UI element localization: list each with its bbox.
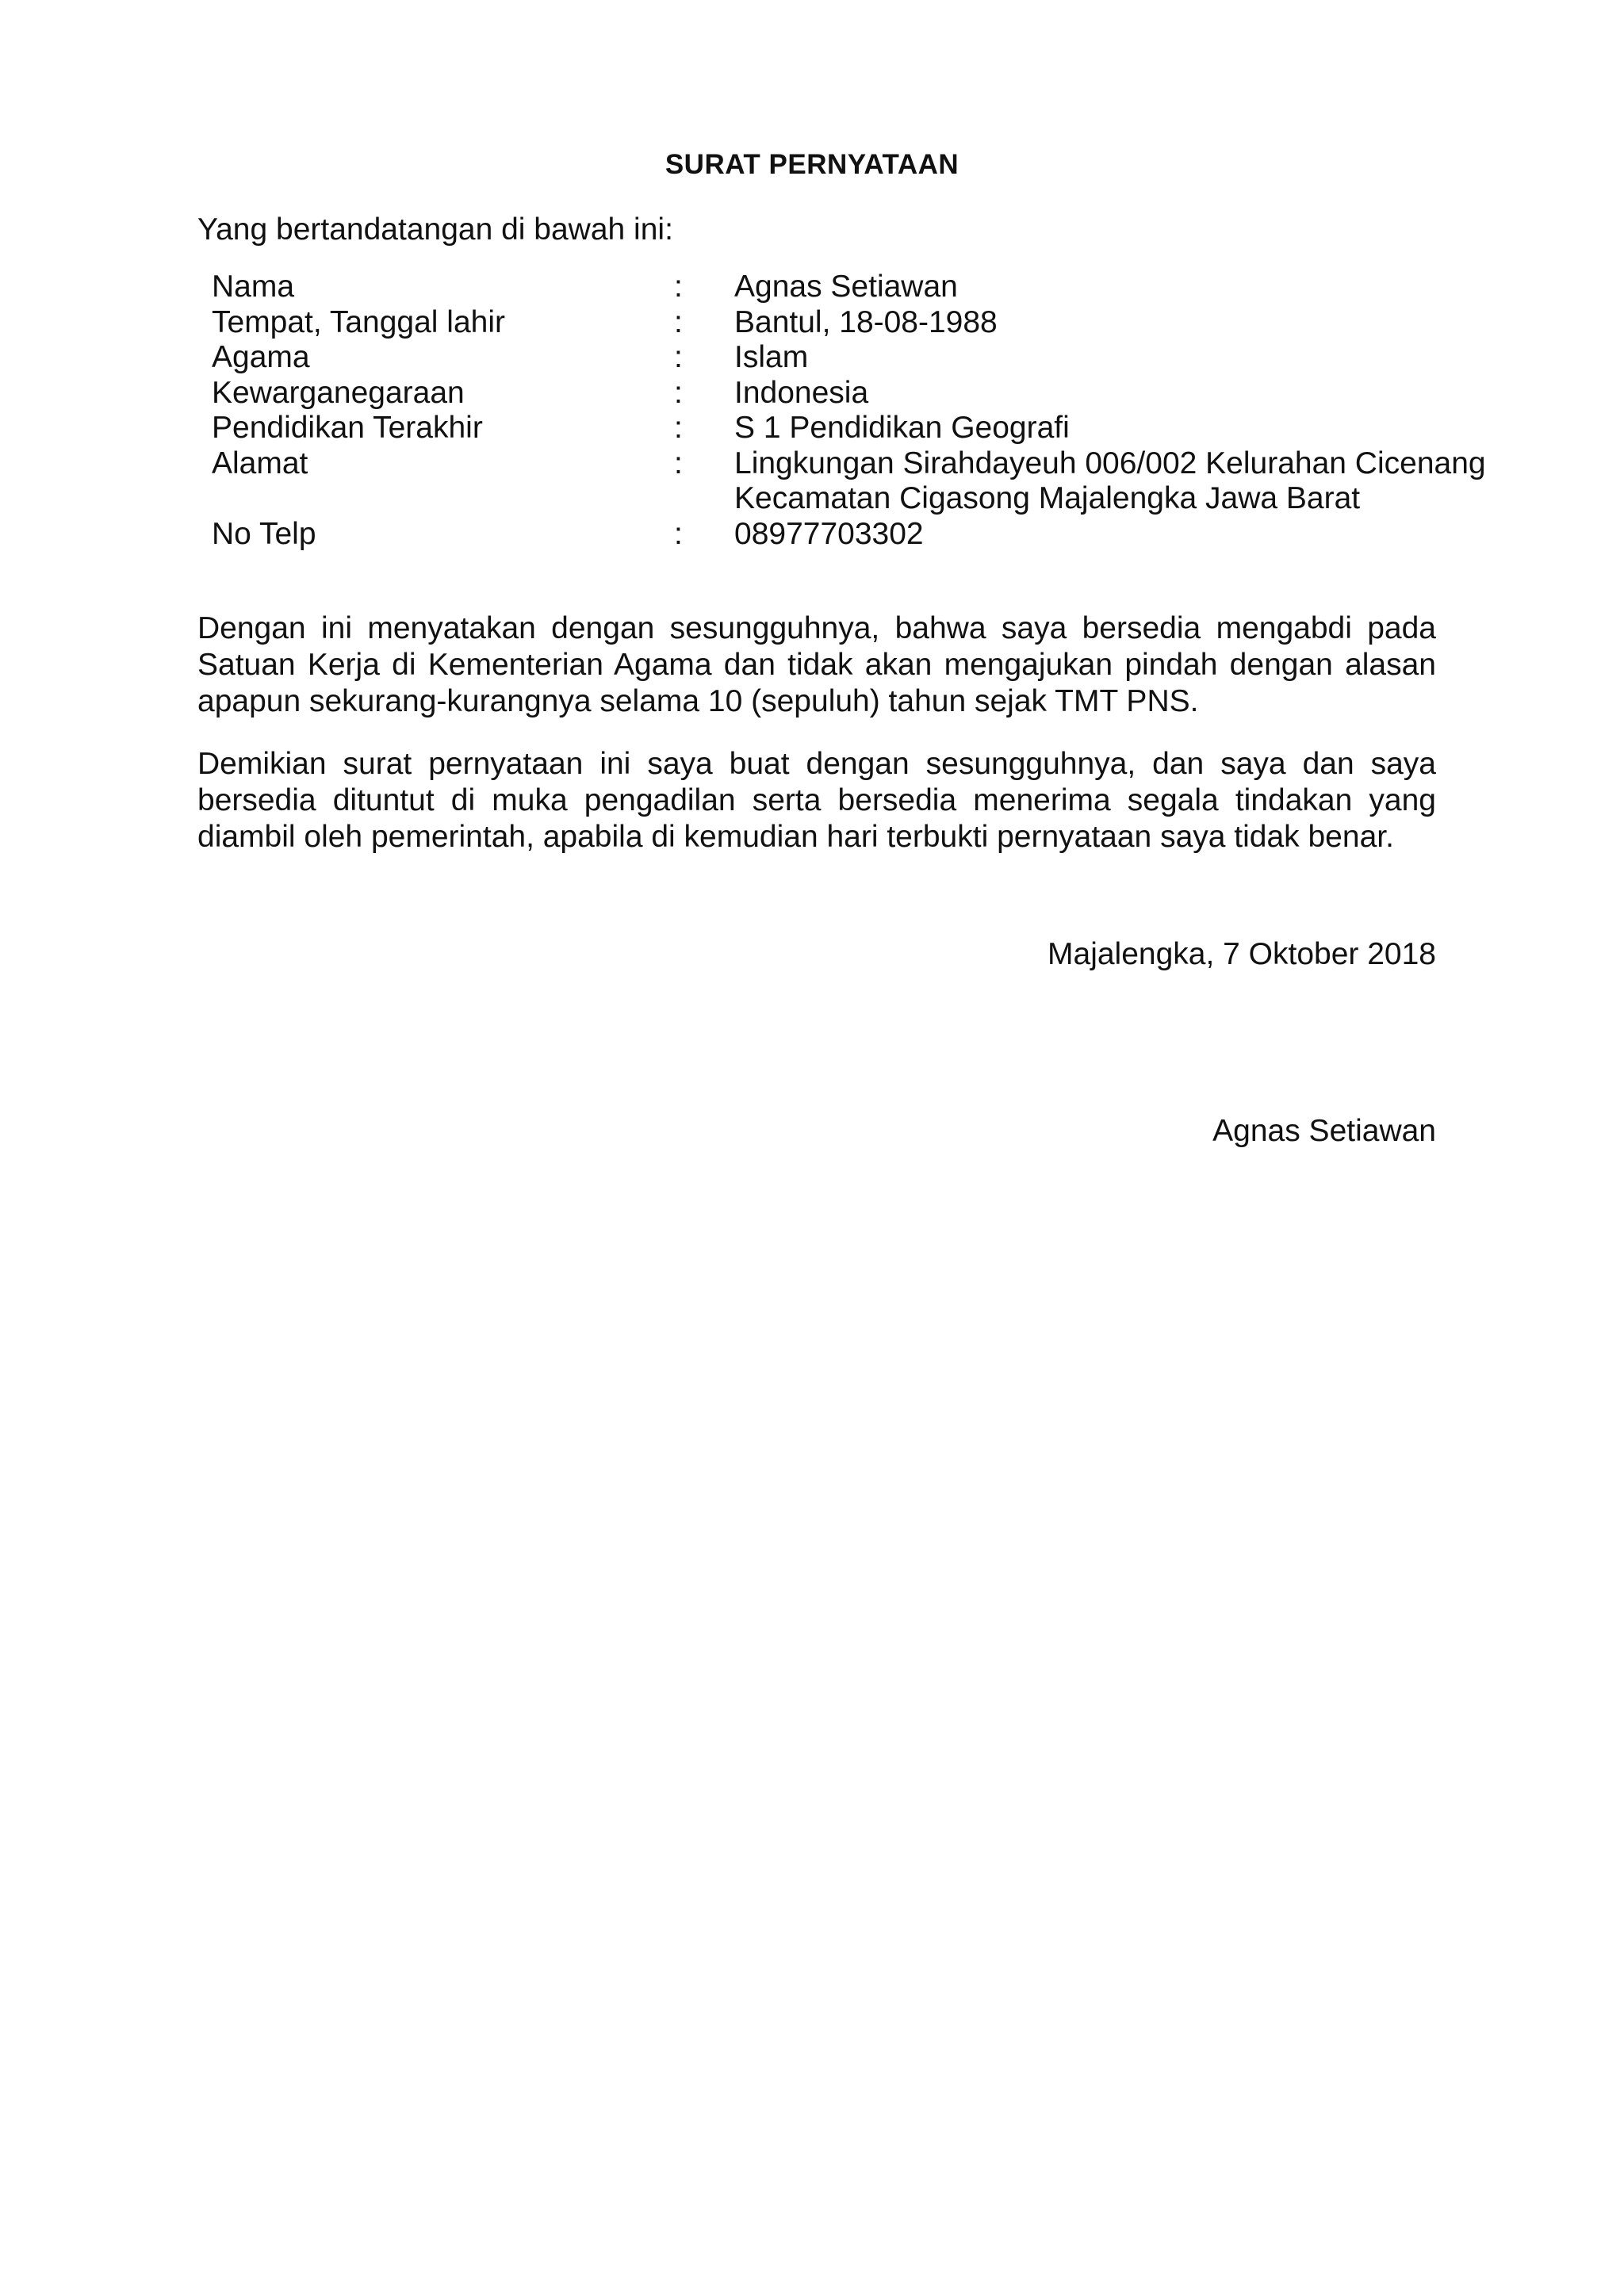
field-label: Tempat, Tanggal lahir	[212, 304, 506, 339]
field-label: Agama	[212, 340, 310, 374]
field-colon: :	[674, 446, 683, 480]
field-value: Islam	[734, 340, 809, 374]
field-label: No Telp	[212, 516, 316, 551]
field-colon: :	[674, 411, 683, 445]
place-date: Majalengka, 7 Oktober 2018	[1048, 937, 1436, 971]
field-value: Bantul, 18-08-1988	[734, 304, 998, 339]
field-colon: :	[674, 375, 683, 410]
intro-text: Yang bertandatangan di bawah ini:	[197, 212, 673, 247]
field-label: Pendidikan Terakhir	[212, 411, 483, 445]
field-value: Indonesia	[734, 375, 869, 410]
address-line: Kecamatan Cigasong Majalengka Jawa Barat	[734, 481, 1361, 515]
page-title: SURAT PERNYATAAN	[665, 149, 959, 180]
field-value: Agnas Setiawan	[734, 270, 958, 304]
field-label: Kewarganegaraan	[212, 375, 465, 410]
field-value: 08977703302	[734, 516, 924, 551]
signer-name: Agnas Setiawan	[1212, 1114, 1436, 1148]
field-label: Alamat	[212, 446, 308, 480]
field-colon: :	[674, 270, 683, 304]
field-colon: :	[674, 340, 683, 374]
address-line: Lingkungan Sirahdayeuh 006/002 Kelurahan Cicenang	[734, 446, 1486, 480]
field-value-address	[734, 446, 1624, 517]
field-label: Nama	[212, 270, 295, 304]
statement-paragraph: Dengan ini menyatakan dengan sesungguhnya, bahwa saya bersedia mengabdi pada Satuan Kerja di Kementerian Agama dan tidak akan mengajukan pindah dengan alasan apapun sekurang-kurangnya selama 10 (sepuluh) tahun sejak TMT PNS.	[197, 611, 1436, 718]
field-colon: :	[674, 516, 683, 551]
closing-paragraph: Demikian surat pernyataan ini saya buat dengan sesungguhnya, dan saya dan saya bersedia dituntut di muka pengadilan serta bersedia menerima segala tindakan yang diambil oleh pemerintah, apabila di kemudian hari terbukti pernyataan saya tidak benar.	[197, 747, 1436, 854]
field-value: S 1 Pendidikan Geografi	[734, 411, 1070, 445]
field-colon: :	[674, 304, 683, 339]
